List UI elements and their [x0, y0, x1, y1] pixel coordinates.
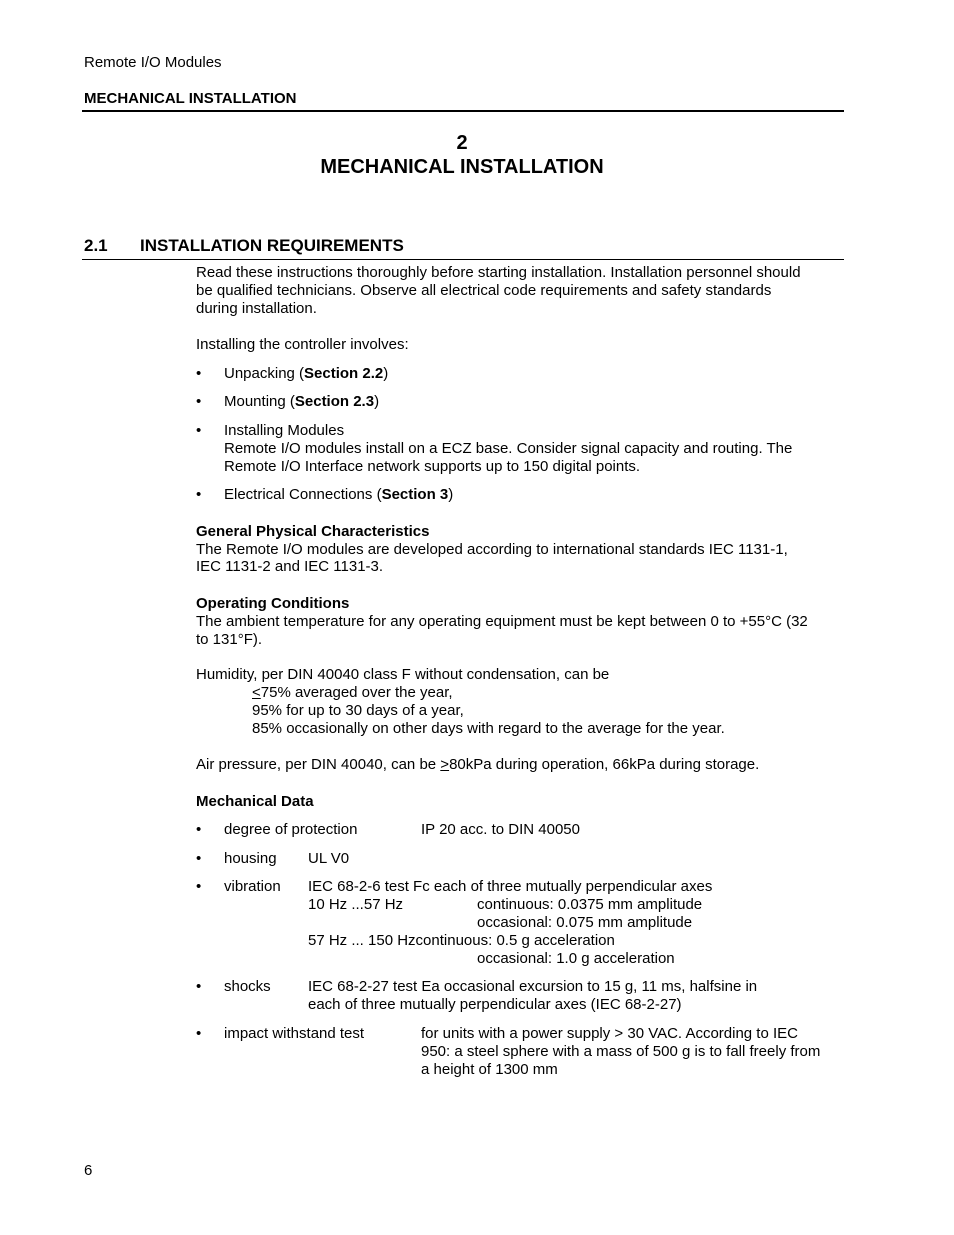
bullet-mark: •: [196, 1025, 202, 1042]
running-header-title: Remote I/O Modules: [84, 54, 222, 71]
air-pressure-text: 80kPa during operation, 66kPa during storage.: [449, 756, 760, 773]
humidity-occasional: 85% occasionally on other days with regard to the average for the year.: [252, 720, 725, 737]
humidity-30-days: 95% for up to 30 days of a year,: [252, 702, 464, 719]
vibration-range-1: 10 Hz ...57 Hz: [308, 896, 404, 913]
section-reference: Section 2.3: [294, 393, 375, 410]
shocks-line-2: each of three mutually perpendicular axes (IEC 68-2-27): [308, 996, 682, 1013]
item-text: Electrical Connections (: [224, 486, 382, 503]
chapter-number: 2: [456, 132, 468, 154]
header-divider: [82, 110, 844, 112]
humidity-text: 75% averaged over the year,: [260, 684, 453, 701]
impact-line-2: 950: a steel sphere with a mass of 500 g is to fall freely from: [421, 1043, 821, 1060]
section-number: 2.1: [84, 236, 108, 255]
shocks-label: shocks: [224, 978, 271, 995]
mechanical-heading: Mechanical Data: [196, 793, 314, 810]
running-header-section: MECHANICAL INSTALLATION: [84, 90, 297, 107]
less-equal-symbol: <: [252, 684, 261, 701]
physical-line-1: The Remote I/O modules are developed according to international standards IEC 1131-1,: [196, 541, 788, 558]
shocks-line-1: IEC 68-2-27 test Ea occasional excursion to 15 g, 11 ms, halfsine in: [308, 978, 758, 995]
protection-label: degree of protection: [224, 821, 358, 838]
chapter-title: MECHANICAL INSTALLATION: [320, 156, 604, 178]
bullet-mark: •: [196, 850, 202, 867]
humidity-annual: [252, 684, 453, 702]
section-reference: Section 3: [381, 486, 449, 503]
section-title: INSTALLATION REQUIREMENTS: [140, 236, 404, 255]
bullet-mark: •: [196, 365, 202, 382]
vibration-range-1-occasional: occasional: 0.075 mm amplitude: [477, 914, 693, 931]
list-item-unpacking: [224, 365, 388, 383]
bullet-mark: •: [196, 821, 202, 838]
list-item-mounting: [224, 393, 379, 411]
operating-heading: Operating Conditions: [196, 595, 350, 612]
bullet-mark: •: [196, 978, 202, 995]
item-text: ): [374, 393, 380, 410]
item-text: Mounting (: [224, 393, 295, 410]
list-item-modules-line-2: Remote I/O Interface network supports up to 150 digital points.: [224, 458, 641, 475]
page-number: 6: [84, 1162, 93, 1179]
air-pressure-line: [196, 756, 759, 774]
impact-line-3: a height of 1300 mm: [421, 1061, 558, 1078]
vibration-value: IEC 68-2-6 test Fc each of three mutually perpendicular axes: [308, 878, 713, 895]
vibration-label: vibration: [224, 878, 281, 895]
humidity-intro: Humidity, per DIN 40040 class F without condensation, can be: [196, 666, 610, 683]
greater-equal-symbol: >: [440, 756, 450, 773]
intro-line-1: Read these instructions thoroughly before starting installation. Installation personnel should: [196, 264, 801, 281]
item-text: Unpacking (: [224, 365, 305, 382]
section-reference: Section 2.2: [304, 365, 384, 382]
physical-heading: General Physical Characteristics: [196, 523, 430, 540]
temperature-line-2: to 131°F).: [196, 631, 263, 648]
involves-text: Installing the controller involves:: [196, 336, 409, 353]
temperature-line-1: The ambient temperature for any operating equipment must be kept between 0 to +55°C (32: [196, 613, 808, 630]
impact-line-1: for units with a power supply > 30 VAC. According to IEC: [421, 1025, 798, 1042]
bullet-mark: •: [196, 486, 202, 503]
physical-line-2: IEC 1131-2 and IEC 1131-3.: [196, 558, 384, 575]
impact-label: impact withstand test: [224, 1025, 365, 1042]
air-pressure-text: Air pressure, per DIN 40040, can be: [196, 756, 441, 773]
protection-value: IP 20 acc. to DIN 40050: [421, 821, 580, 838]
housing-value: UL V0: [308, 850, 350, 867]
bullet-mark: •: [196, 393, 202, 410]
intro-line-3: during installation.: [196, 300, 317, 317]
list-item-electrical: [224, 486, 453, 504]
bullet-mark: •: [196, 422, 202, 439]
list-item-modules-line-1: Remote I/O modules install on a ECZ base. Consider signal capacity and routing. The: [224, 440, 793, 457]
item-text: ): [448, 486, 454, 503]
vibration-range-2-occasional: occasional: 1.0 g acceleration: [477, 950, 675, 967]
item-text: ): [383, 365, 389, 382]
intro-line-2: be qualified technicians. Observe all electrical code requirements and safety standards: [196, 282, 772, 299]
list-item-modules-title: Installing Modules: [224, 422, 345, 439]
housing-label: housing: [224, 850, 277, 867]
vibration-range-1-continuous: continuous: 0.0375 mm amplitude: [477, 896, 703, 913]
section-divider: [82, 259, 844, 260]
vibration-range-2: 57 Hz ... 150 Hzcontinuous: 0.5 g acceleration: [308, 932, 615, 949]
bullet-mark: •: [196, 878, 202, 895]
